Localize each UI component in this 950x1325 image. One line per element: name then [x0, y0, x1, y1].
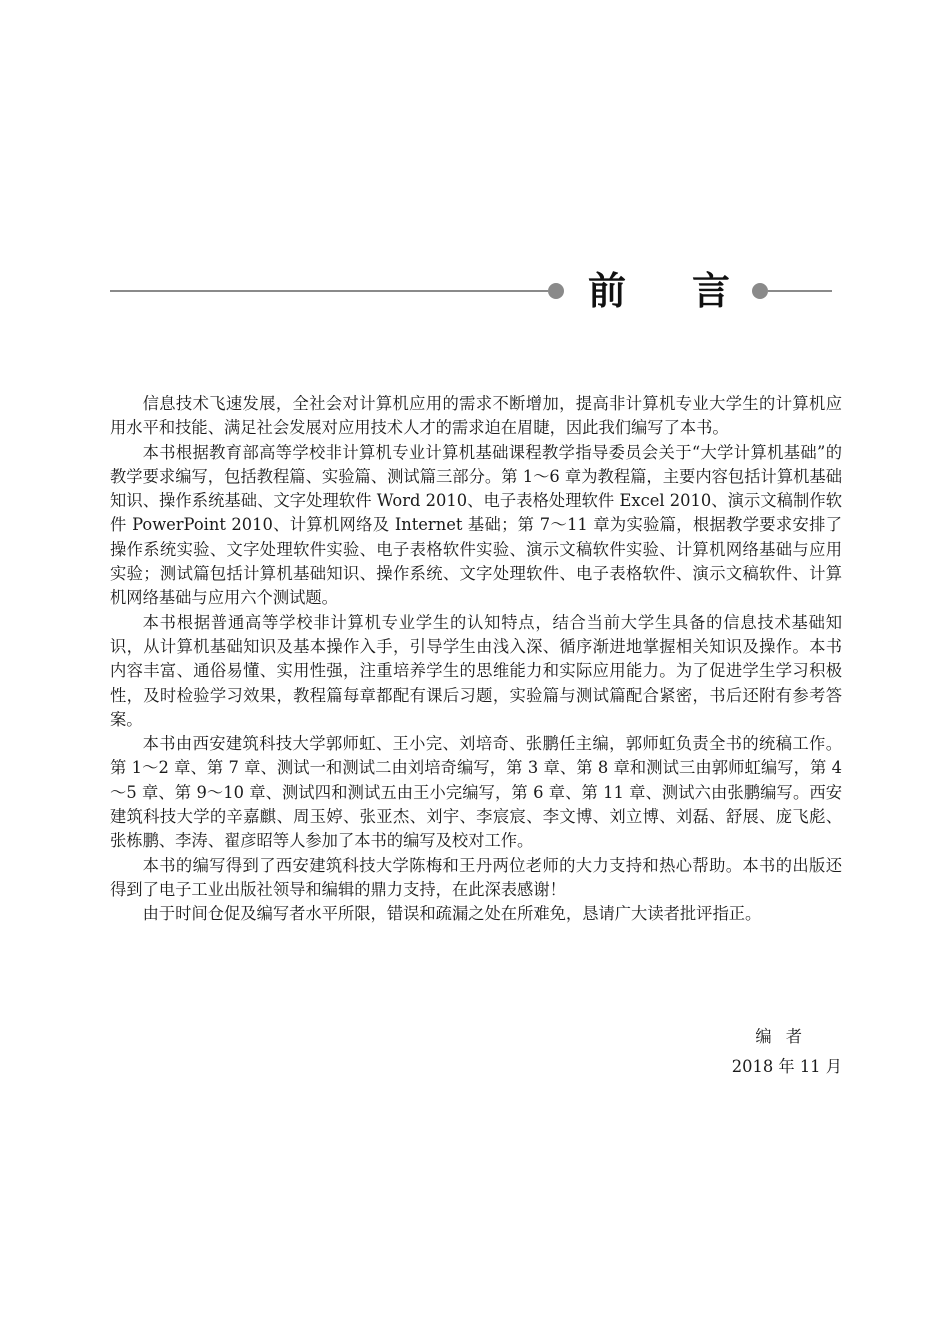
signature-date: 2018 年 11 月	[731, 1057, 842, 1076]
signature-block	[732, 1022, 842, 1082]
signature-author: 编者	[755, 1027, 816, 1046]
paragraph-3: 本书根据普通高等学校非计算机专业学生的认知特点，结合当前大学生具备的信息技术基础知识，从计算机基础知识及基本操作入手，引导学生由浅入深、循序渐进地掌握相关知识及操作。本书内容丰富、通俗易懂、实用性强，注重培养学生的思维能力和实际应用能力。为了促进学生学习积极性，及时检验学习效果，教程篇每章都配有课后习题，实验篇与测试篇配合紧密，书后还附有参考答案。	[110, 612, 842, 729]
paragraph-2: 本书根据教育部高等学校非计算机专业计算机基础课程教学指导委员会关于“大学计算机基础”的教学要求编写，包括教程篇、实验篇、测试篇三部分。第 1～6 章为教程篇，主要内容包括计算机基础知识、操作系统基础、文字处理软件 Word 2010、电子表格处理软件 Excel 2010、演示文稿制作软件 PowerPoint 2010、计算机网络及 Internet 基础；第 7～11 章为实验篇，根据教学要求安排了操作系统实验、文字处理软件实验、电子表格软件实验、演示文稿软件实验、计算机网络基础与应用实验；测试篇包括计算机基础知识、操作系统、文字处理软件、电子表格软件、演示文稿软件、计算机网络基础与应用六个测试题。	[110, 442, 842, 608]
preface-body	[110, 392, 842, 927]
paragraph-6: 由于时间仓促及编写者水平所限，错误和疏漏之处在所难免，恳请广大读者批评指正。	[142, 904, 762, 924]
paragraph-5: 本书的编写得到了西安建筑科技大学陈梅和王丹两位老师的大力支持和热心帮助。本书的出版还得到了电子工业出版社领导和编辑的鼎力支持，在此深表感谢！	[110, 855, 842, 899]
title-dot-right	[752, 283, 768, 299]
page-title	[588, 268, 730, 314]
page-title-char-1: 前	[588, 269, 627, 313]
preface-title-bar	[110, 268, 832, 314]
title-rule-right	[768, 290, 832, 292]
paragraph-4: 本书由西安建筑科技大学郭师虹、王小完、刘培奇、张鹏任主编，郭师虹负责全书的统稿工作。第 1～2 章、第 7 章、测试一和测试二由刘培奇编写，第 3 章、第 8 章和测试三由郭师虹编写，第 4～5 章、第 9～10 章、测试四和测试五由王小完编写，第 6 章、第 11 章、测试六由张鹏编写。西安建筑科技大学的辛嘉麒、周玉婷、张亚杰、刘宇、李宸宸、李文博、刘立博、刘磊、舒展、庞飞彪、张栋鹏、李涛、翟彦昭等人参加了本书的编写及校对工作。	[110, 734, 843, 851]
page-title-char-2: 言	[691, 269, 730, 313]
paragraph-1: 信息技术飞速发展，全社会对计算机应用的需求不断增加，提高非计算机专业大学生的计算机应用水平和技能、满足社会发展对应用技术人才的需求迫在眉睫，因此我们编写了本书。	[110, 394, 842, 438]
title-dot-left	[548, 283, 564, 299]
title-rule-left	[110, 290, 548, 292]
